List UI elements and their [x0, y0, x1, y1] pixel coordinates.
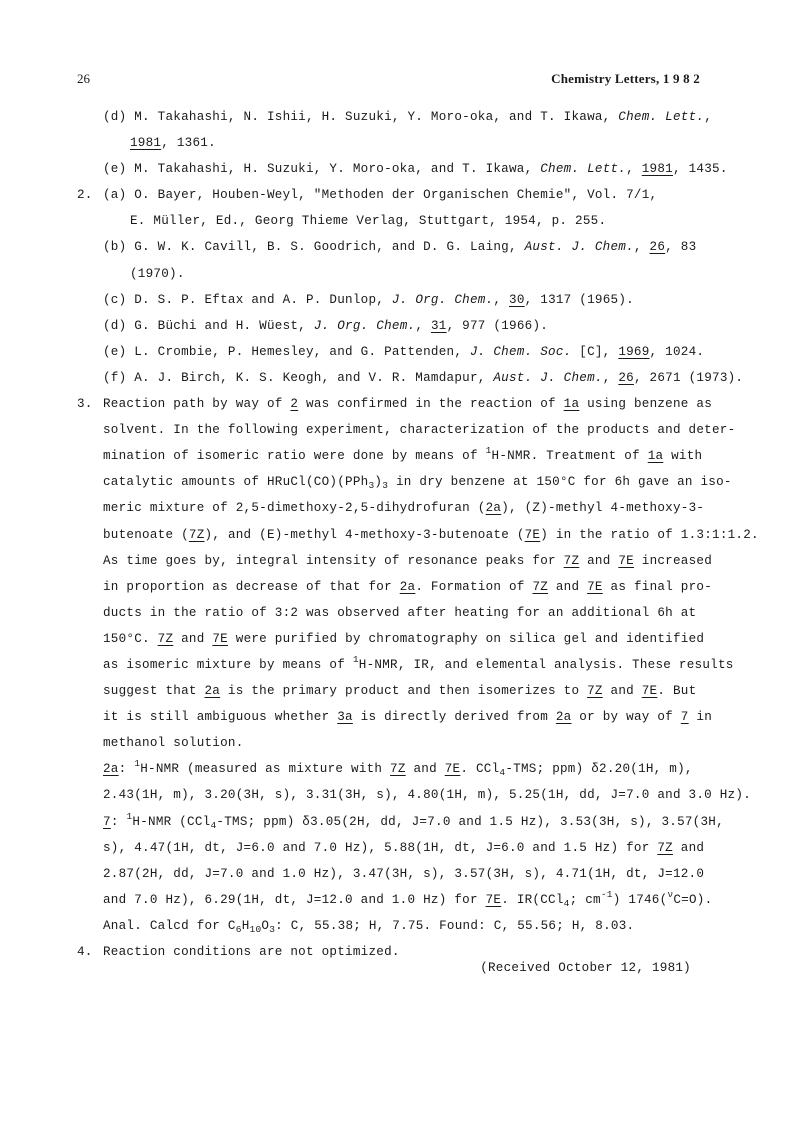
note-3-line-14: methanol solution. [103, 736, 244, 751]
note-3-line-13: it is still ambiguous whether 3a is directly derived from 2a or by way of 7 in [103, 710, 713, 725]
ref-2c: (c) D. S. P. Eftax and A. P. Dunlop, J. Org. Chem., 30, 1317 (1965). [103, 292, 634, 307]
note-3-line-16: 2.43(1H, m), 3.20(3H, s), 3.31(3H, s), 4.80(1H, m), 5.25(1H, dd, J=7.0 and 3.0 Hz). [103, 788, 752, 803]
ref-2a-line-1: 2. (a) O. Bayer, Houben-Weyl, "Methoden der Organischen Chemie", Vol. 7/1, [77, 188, 658, 203]
note-3-line-21: Anal. Calcd for $C_6H_{10}O_3$: C, 55.38; H, 7.75. Found: C, 55.56; H, 8.03. [103, 918, 635, 935]
ref-2f: (f) A. J. Birch, K. S. Keogh, and V. R. Mamdapur, Aust. J. Chem., 26, 2671 (1973). [103, 370, 744, 385]
note-3-line-17: 7: $^1$H-NMR (CCl$_4$-TMS; ppm) δ3.05(2H, dd, J=7.0 and 1.5 Hz), 3.53(3H, s), 3.57(3H, [103, 810, 724, 831]
note-3-line-8: in proportion as decrease of that for 2a. Formation of 7Z and 7E as final pro- [103, 579, 713, 594]
received-date: (Received October 12, 1981) [480, 961, 691, 975]
ref-2d: (d) G. Büchi and H. Wüest, J. Org. Chem., 31, 977 (1966). [103, 318, 549, 333]
note-3-line-15: 2a: $^1$H-NMR (measured as mixture with 7Z and 7E. CCl$_4$-TMS; ppm) δ2.20(1H, m), [103, 758, 693, 779]
note-3-line-5: meric mixture of 2,5-dimethoxy-2,5-dihydrofuran (2a), (Z)-methyl 4-methoxy-3- [103, 501, 705, 516]
note-3-line-11: as isomeric mixture by means of $^1$H-NMR, IR, and elemental analysis. These results [103, 653, 734, 672]
ref-2a-line-2: E. Müller, Ed., Georg Thieme Verlag, Stuttgart, 1954, p. 255. [130, 214, 607, 229]
note-3-line-3: mination of isomeric ratio were done by means of $^1$H-NMR. Treatment of 1a with [103, 445, 703, 464]
note-3-line-20: and 7.0 Hz), 6.29(1H, dt, J=12.0 and 1.0 Hz) for 7E. IR(CCl$_4$; $cm^{-1}$) 1746($^\nu$C=O). [103, 888, 713, 909]
ref-1e: (e) M. Takahashi, H. Suzuki, Y. Moro-oka, and T. Ikawa, Chem. Lett., 1981, 1435. [103, 162, 728, 177]
references-body [77, 104, 757, 965]
ref-1d-line-2: 1981, 1361. [130, 136, 216, 151]
note-3-line-2: solvent. In the following experiment, characterization of the products and deter- [103, 423, 736, 438]
ref-2e: (e) L. Crombie, P. Hemesley, and G. Pattenden, J. Chem. Soc. [C], 1969, 1024. [103, 344, 705, 359]
note-3-line-18: s), 4.47(1H, dt, J=6.0 and 7.0 Hz), 5.88(1H, dt, J=6.0 and 1.5 Hz) for 7Z and [103, 840, 705, 855]
note-3-line-9: ducts in the ratio of 3:2 was observed after heating for an additional 6h at [103, 605, 697, 620]
note-4: 4. Reaction conditions are not optimized. [77, 945, 400, 959]
note-3-line-1: 3. Reaction path by way of 2 was confirmed in the reaction of 1a using benzene as [77, 397, 713, 412]
journal-header: Chemistry Letters, 1 9 8 2 [551, 71, 700, 86]
ref-2b-line-1: (b) G. W. K. Cavill, B. S. Goodrich, and D. G. Laing, Aust. J. Chem., 26, 83 [103, 240, 697, 255]
ref-2b-line-2: (1970). [130, 266, 185, 281]
note-3-line-10: 150°C. 7Z and 7E were purified by chromatography on silica gel and identified [103, 631, 705, 646]
note-3-line-7: As time goes by, integral intensity of resonance peaks for 7Z and 7E increased [103, 553, 713, 568]
note-3-line-4: catalytic amounts of $HRuCl(CO)(PPh_3)_3$ in dry benzene at 150°C for 6h gave an iso- [103, 475, 732, 492]
note-3-line-19: 2.87(2H, dd, J=7.0 and 1.0 Hz), 3.47(3H, s), 3.57(3H, s), 4.71(1H, dt, J=12.0 [103, 866, 705, 881]
ref-1d-line-1: (d) M. Takahashi, N. Ishii, H. Suzuki, Y. Moro-oka, and T. Ikawa, Chem. Lett., [103, 110, 712, 124]
page-number: 26 [77, 71, 90, 86]
note-3-line-6: butenoate (7Z), and (E)-methyl 4-methoxy-3-butenoate (7E) in the ratio of 1.3:1:1.2. [103, 527, 759, 542]
note-3-line-12: suggest that 2a is the primary product and then isomerizes to 7Z and 7E. But [103, 684, 697, 699]
